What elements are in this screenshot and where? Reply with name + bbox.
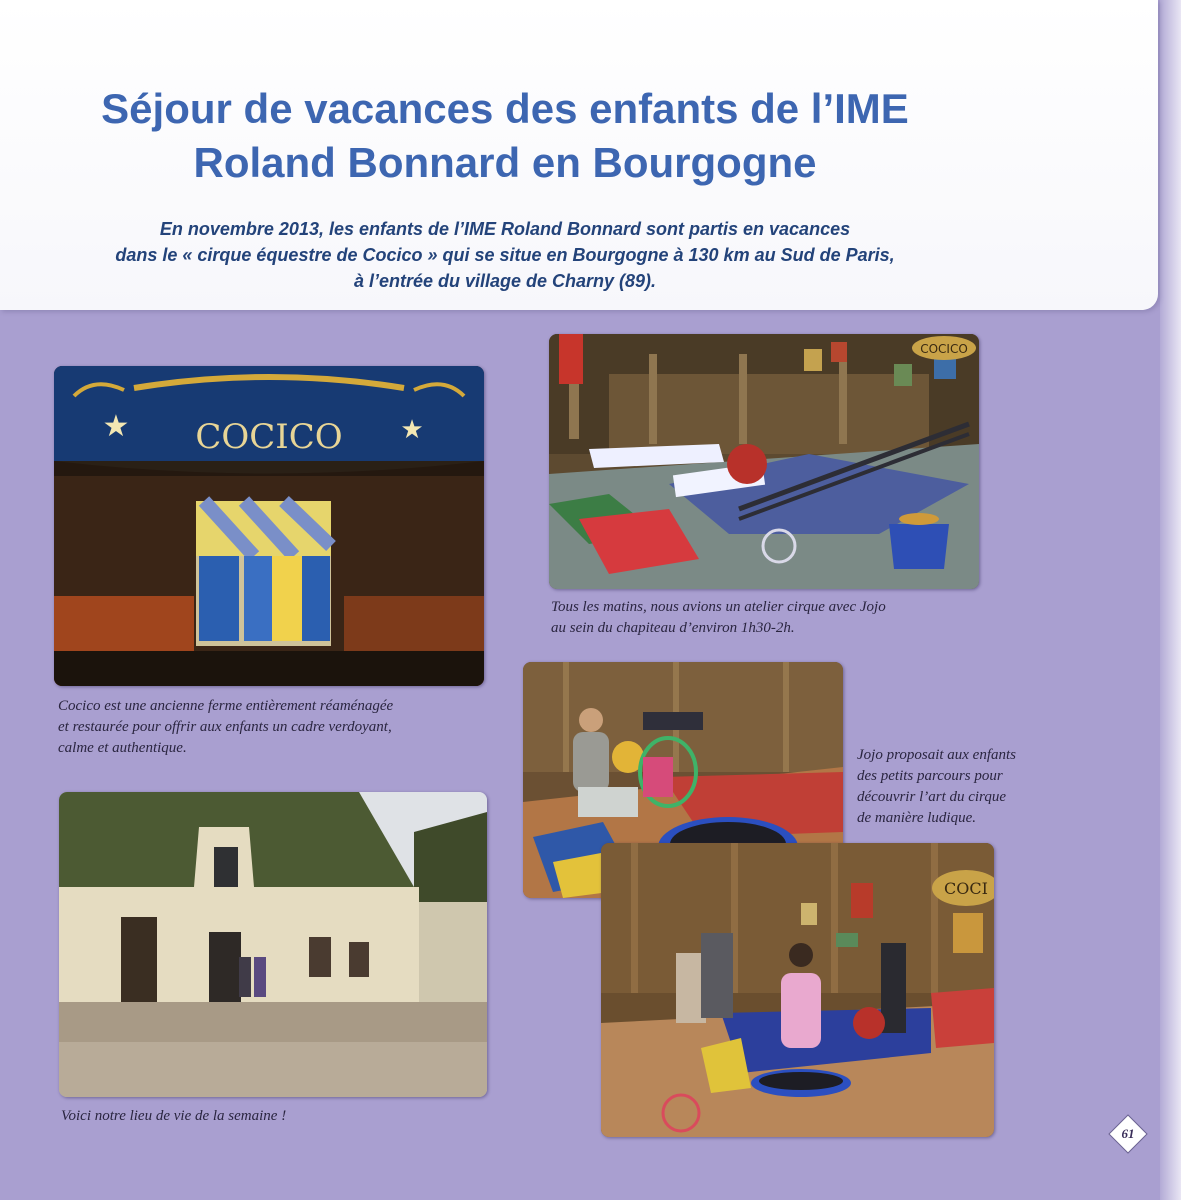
caption-farm-line-1: Cocico est une ancienne ferme entièrement réaménagée [58,698,394,714]
intro-line-1: En novembre 2013, les enfants de l’IME Roland Bonnard sont partis en vacances [159,219,851,239]
header-box [0,0,1158,310]
caption-courses-line-4: de manière ludique. [857,810,976,826]
workshop-sign-text: COCI [944,879,988,898]
photo-cocico-entrance [54,366,484,686]
page-number: 61 [1121,1126,1135,1141]
intro-paragraph [60,216,950,294]
page-edge [1160,0,1181,1200]
caption-farm [58,696,498,759]
title-line-2: Roland Bonnard en Bourgogne [193,139,817,186]
caption-home-line-1: Voici notre lieu de vie de la semaine ! [61,1108,287,1124]
photo-farmhouse [59,792,487,1097]
caption-courses [857,745,1077,829]
caption-farm-line-3: calme et authentique. [58,740,187,756]
cocico-sign-text: COCICO [195,417,343,457]
page-number-badge [1108,1114,1148,1154]
caption-farm-line-2: et restaurée pour offrir aux enfants un cadre verdoyant, [58,719,392,735]
caption-courses-line-3: découvrir l’art du cirque [857,789,1006,805]
caption-workshop-line-2: au sein du chapiteau d’environ 1h30-2h. [551,620,795,636]
page-title [0,82,1010,190]
big-top-banner-text: COCICO [920,342,968,356]
intro-line-2: dans le « cirque équestre de Cocico » qui se situe en Bourgogne à 130 km au Sud de Paris, [115,245,895,265]
caption-home [61,1106,421,1127]
caption-courses-line-2: des petits parcours pour [857,768,1003,784]
photo-workshop-trampoline [601,843,994,1137]
caption-courses-line-1: Jojo proposait aux enfants [857,747,1017,763]
svg-text:★: ★ [102,409,130,444]
intro-line-3: à l’entrée du village de Charny (89). [353,271,657,291]
caption-workshop-line-1: Tous les matins, nous avions un atelier cirque avec Jojo [551,599,886,615]
caption-workshop [551,597,971,639]
title-line-1: Séjour de vacances des enfants de l’IME [101,85,909,132]
photo-big-top-interior [549,334,979,589]
svg-text:★: ★ [400,415,424,445]
